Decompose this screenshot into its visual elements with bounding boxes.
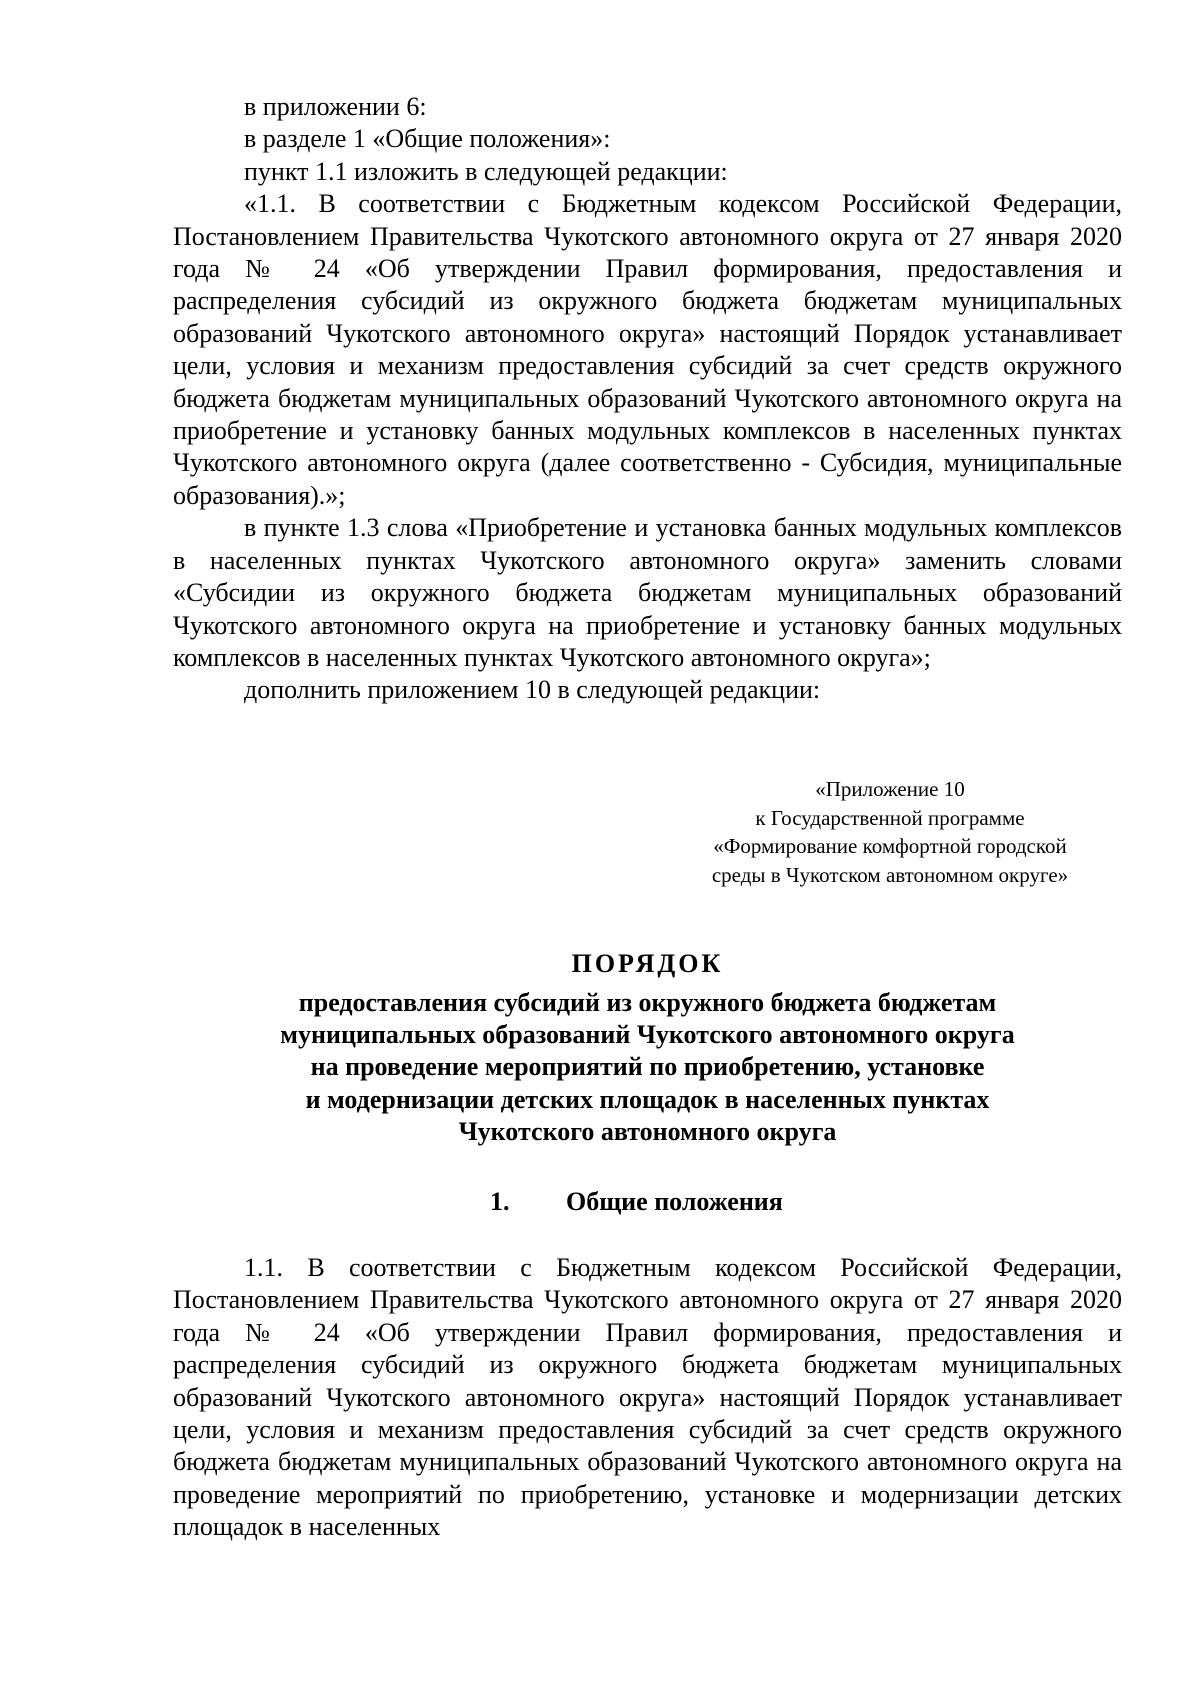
appendix-header-line-2: к Государственной программе — [755, 805, 1025, 830]
intro-line-section-1: в разделе 1 «Общие положения»: — [244, 124, 611, 154]
section-1-text-block — [173, 1252, 1122, 1544]
supplement-line: дополнить приложением 10 в следующей редакции: — [244, 675, 821, 705]
section-1-paragraph-1-1: 1.1. В соответствии с Бюджетным кодексом Российской Федерации, Постановлением Правительства Чукотского автономного округа от 27 января 2020 года № 24 «Об утверждении Правил формирования, предоставления и распределения субсидий из окружного бюджета бюджетам муниципальных образований Чукотского автономного округа» настоящий Порядок устанавливает цели, условия и механизм предоставления субсидий за счет средств окружного бюджета бюджетам муниципальных образований Чукотского автономного округа на проведение мероприятий по приобретению, установке и модернизации детских площадок в населенных — [173, 1253, 1122, 1542]
document-subtitle-line-4: и модернизации детских площадок в населенных пунктах — [305, 1084, 990, 1114]
document-subtitle-line-5: Чукотского автономного округа — [458, 1116, 837, 1146]
document-subtitle-line-2: муниципальных образований Чукотского автономного округа — [280, 1020, 1015, 1050]
document-subtitle-line-3: на проведение мероприятий по приобретению, установке — [310, 1052, 985, 1082]
amended-paragraph-1-3: в пункте 1.3 слова «Приобретение и установка банных модульных комплексов в населенных пунктах Чукотского автономного округа» заменить словами «Субсидии из окружного бюджета бюджетам муниципальных образований Чукотского автономного округа на приобретение и установку банных модульных комплексов в населенных пунктах Чукотского автономного округа»; — [173, 513, 1122, 672]
document-title: ПОРЯДОК — [571, 949, 724, 978]
amended-paragraph-1-1: «1.1. В соответствии с Бюджетным кодексом Российской Федерации, Постановлением Правительства Чукотского автономного округа от 27 января 2020 года № 24 «Об утверждении Правил формирования, предоставления и распределения субсидий из окружного бюджета бюджетам муниципальных образований Чукотского автономного округа» настоящий Порядок устанавливает цели, условия и механизм предоставления субсидий за счет средств окружного бюджета бюджетам муниципальных образований Чукотского автономного округа на приобретение и установку банных модульных комплексов в населенных пунктах Чукотского автономного округа (далее соответственно - Субсидия, муниципальные образования).»; — [173, 189, 1122, 510]
section-title: Общие положения — [566, 1187, 783, 1216]
amendment-text-block — [173, 91, 1122, 707]
appendix-header — [640, 775, 1140, 889]
intro-line-point-1-1: пункт 1.1 изложить в следующей редакции: — [244, 156, 728, 186]
document-subtitle — [173, 987, 1122, 1148]
appendix-header-line-1: «Приложение 10 — [815, 777, 965, 801]
section-heading — [0, 1185, 1200, 1219]
appendix-header-line-4: среды в Чукотском автономном округе» — [711, 862, 1069, 887]
appendix-header-line-3: «Формирование комфортной городской — [713, 834, 1067, 858]
document-subtitle-line-1: предоставления субсидий из окружного бюджета бюджетам — [298, 988, 997, 1017]
section-number: 1. — [490, 1187, 510, 1216]
intro-line-appendix-6: в приложении 6: — [244, 92, 427, 121]
